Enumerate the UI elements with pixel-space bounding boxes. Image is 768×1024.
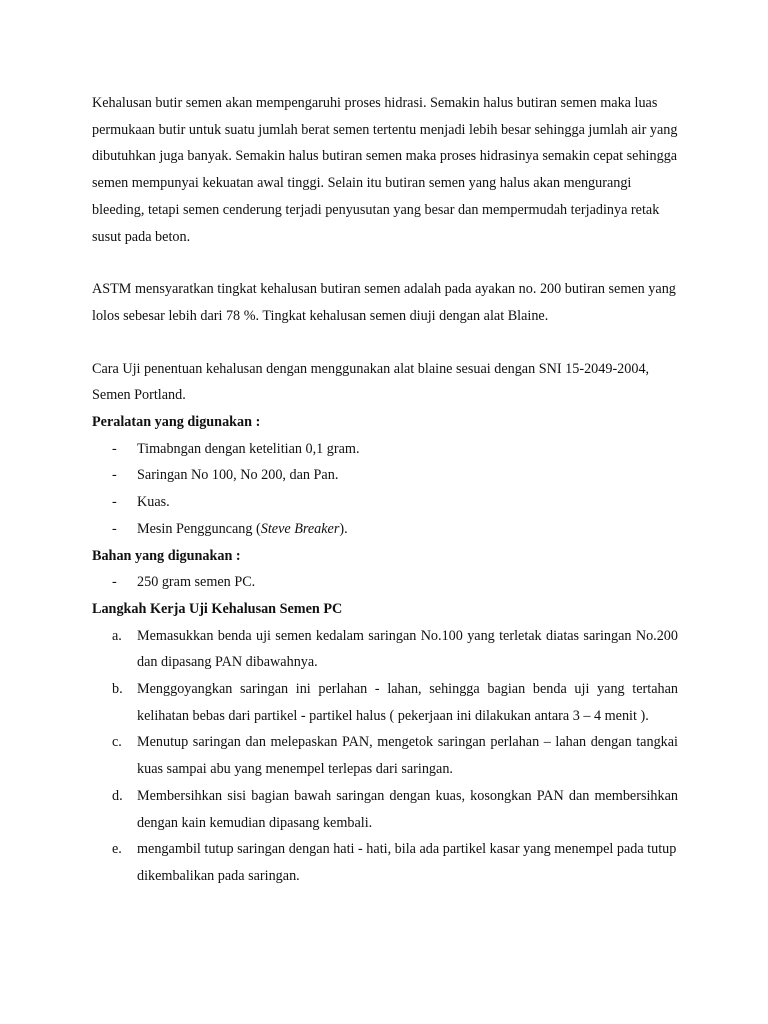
list-item-text-italic: Steve Breaker bbox=[260, 520, 340, 537]
step-text: Menggoyangkan saringan ini perlahan - lahan, sehingga bagian benda uji yang tertahan kelihatan bebas dari partikel - partikel halus ( pekerjaan ini dilakukan antara 3 – 4 menit ). bbox=[137, 681, 678, 724]
paragraph-gap bbox=[92, 330, 678, 356]
list-item-text-end: ). bbox=[339, 520, 348, 537]
document-page bbox=[92, 90, 678, 890]
list-item bbox=[92, 516, 678, 543]
list-item bbox=[92, 489, 678, 516]
materials-heading: Bahan yang digunakan : bbox=[92, 547, 241, 564]
dash-bullet: - bbox=[112, 467, 117, 484]
list-item bbox=[92, 569, 678, 596]
dash-bullet: - bbox=[112, 440, 117, 457]
paragraph-fineness-intro: Kehalusan butir semen akan mempengaruhi proses hidrasi. Semakin halus butiran semen maka luas permukaan butir untuk suatu jumlah berat semen tertentu menjadi lebih besar sehingga jumlah air yang dibutuhkan juga banyak. Semakin halus butiran semen maka proses hidrasinya semakin cepat sehingga semen mempunyai kekuatan awal tinggi. Selain itu butiran semen yang halus akan mengurangi bleeding, tetapi semen cenderung terjadi penyusutan yang besar dan mempermudah terjadinya retak susut pada beton. bbox=[92, 95, 678, 245]
step-text: Menutup saringan dan melepaskan PAN, mengetok saringan perlahan – lahan dengan tangkai kuas sampai abu yang menempel terlepas dari saringan. bbox=[137, 734, 678, 778]
list-item-text bbox=[137, 521, 348, 537]
step-marker: e. bbox=[112, 841, 122, 858]
dash-bullet: - bbox=[112, 494, 117, 511]
step-item bbox=[92, 676, 678, 729]
list-item bbox=[92, 436, 678, 463]
list-item-text: Timabngan dengan ketelitian 0,1 gram. bbox=[137, 440, 360, 457]
list-item-text: 250 gram semen PC. bbox=[137, 574, 256, 591]
equipment-heading: Peralatan yang digunakan : bbox=[92, 414, 261, 431]
materials-list bbox=[92, 569, 678, 596]
step-marker: d. bbox=[112, 787, 123, 804]
list-item-text: Saringan No 100, No 200, dan Pan. bbox=[137, 467, 339, 484]
paragraph-sni-method: Cara Uji penentuan kehalusan dengan menggunakan alat blaine sesuai dengan SNI 15-2049-2004, Semen Portland. bbox=[92, 360, 650, 404]
step-text: mengambil tutup saringan dengan hati - hati, bila ada partikel kasar yang menempel pada tutup dikembalikan pada saringan. bbox=[137, 841, 677, 884]
equipment-list bbox=[92, 436, 678, 543]
list-item bbox=[92, 462, 678, 489]
list-item-text: Kuas. bbox=[137, 494, 170, 511]
dash-bullet: - bbox=[112, 574, 117, 591]
step-marker: c. bbox=[112, 734, 122, 751]
step-item bbox=[92, 623, 678, 676]
step-text: Memasukkan benda uji semen kedalam saringan No.100 yang terletak diatas saringan No.200 dan dipasang PAN dibawahnya. bbox=[137, 627, 678, 671]
list-item-text-start: Mesin Pengguncang ( bbox=[137, 520, 261, 537]
step-item bbox=[92, 729, 678, 782]
paragraph-gap bbox=[92, 250, 678, 276]
step-text: Membersihkan sisi bagian bawah saringan dengan kuas, kosongkan PAN dan membersihkan dengan kain kemudian dipasang kembali. bbox=[137, 787, 678, 831]
paragraph-astm-requirement: ASTM mensyaratkan tingkat kehalusan butiran semen adalah pada ayakan no. 200 butiran semen yang lolos sebesar lebih dari 78 %. Tingkat kehalusan semen diuji dengan alat Blaine. bbox=[92, 281, 676, 324]
step-item bbox=[92, 783, 678, 836]
dash-bullet: - bbox=[112, 520, 117, 537]
steps-heading: Langkah Kerja Uji Kehalusan Semen PC bbox=[92, 600, 343, 617]
step-marker: b. bbox=[112, 681, 123, 698]
step-marker: a. bbox=[112, 627, 122, 644]
steps-list bbox=[92, 623, 678, 890]
step-item bbox=[92, 836, 678, 889]
